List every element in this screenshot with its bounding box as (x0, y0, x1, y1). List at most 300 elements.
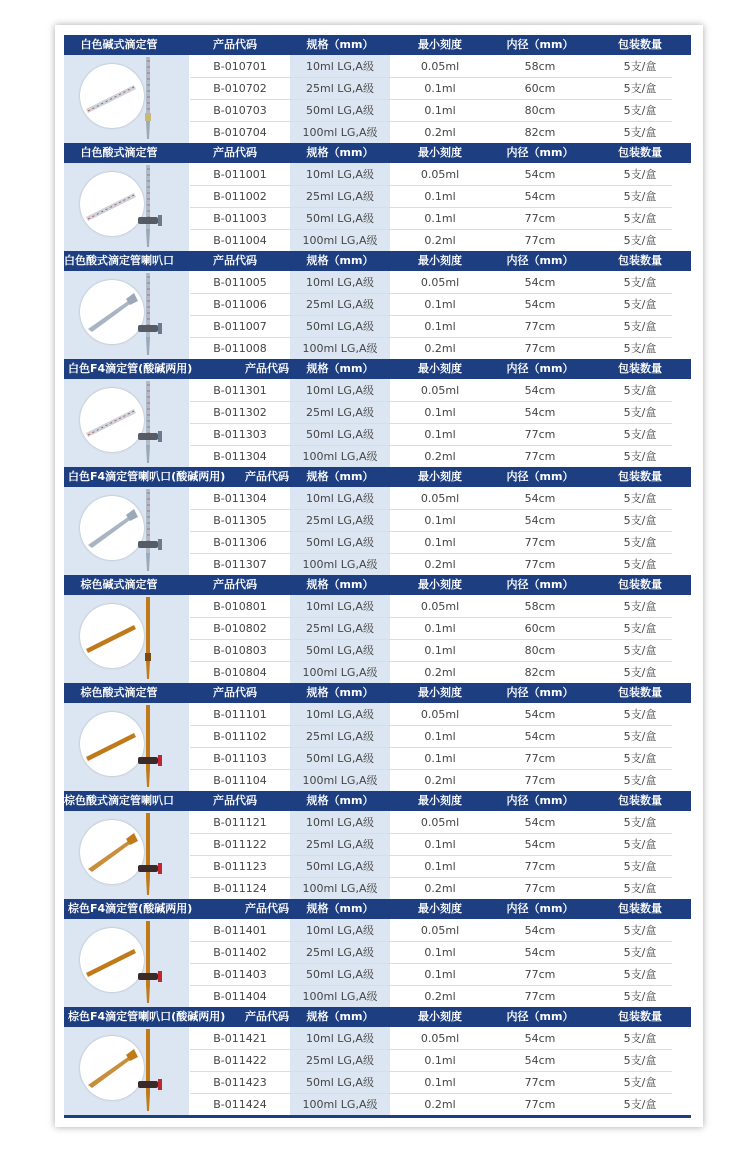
inner-diameter-value: 54cm (524, 1054, 556, 1067)
inner-diameter-value: 77cm (524, 968, 556, 981)
header-spec: 规格（mm） (306, 254, 374, 267)
spec-value: 50ml LG,A级 (306, 212, 374, 225)
inner-diameter-value: 54cm (524, 946, 556, 959)
table-row (190, 122, 672, 144)
header-spec: 规格（mm） (306, 470, 374, 483)
header-min-scale: 最小刻度 (418, 686, 462, 699)
product-section (64, 791, 691, 899)
pack-value: 5支/盒 (623, 708, 657, 721)
inner-diameter-value: 60cm (524, 82, 556, 95)
table-row (190, 402, 672, 424)
inner-diameter-value: 77cm (524, 428, 556, 441)
inner-diameter-value: 58cm (524, 60, 556, 73)
table-row (190, 532, 672, 554)
table-row (190, 812, 672, 834)
header-min-scale: 最小刻度 (418, 794, 462, 807)
product-name: 白色酸式滴定管喇叭口 (64, 254, 174, 267)
stopcock-handle (158, 539, 162, 550)
pack-value: 5支/盒 (623, 450, 657, 463)
pack-value: 5支/盒 (623, 298, 657, 311)
inner-diameter-value: 54cm (524, 924, 556, 937)
min-scale-value: 0.1ml (424, 1054, 456, 1067)
spec-value: 25ml LG,A级 (306, 82, 374, 95)
product-name: 白色F4滴定管(酸碱两用) (68, 362, 193, 375)
product-section (64, 899, 691, 1007)
product-code: B-011122 (213, 838, 267, 851)
min-scale-value: 0.05ml (420, 708, 460, 721)
header-inner-diameter: 内径（mm） (506, 470, 574, 483)
product-code: B-010801 (213, 600, 267, 613)
header-spec: 规格（mm） (306, 902, 374, 915)
header-spec: 规格（mm） (306, 686, 374, 699)
header-pack: 包装数量 (618, 902, 662, 915)
magnified-tube (86, 949, 136, 977)
header-inner-diameter: 内径（mm） (506, 38, 574, 51)
product-code: B-011003 (213, 212, 267, 225)
header-spec: 规格（mm） (306, 578, 374, 591)
pack-value: 5支/盒 (623, 730, 657, 743)
inner-diameter-value: 77cm (524, 774, 556, 787)
table-row (190, 446, 672, 468)
min-scale-value: 0.1ml (424, 514, 456, 527)
pack-value: 5支/盒 (623, 968, 657, 981)
inner-diameter-value: 77cm (524, 342, 556, 355)
stopcock (138, 757, 158, 764)
table-row (190, 380, 672, 402)
inner-diameter-value: 77cm (524, 1098, 556, 1111)
stopcock (138, 973, 158, 980)
burette-illustration (64, 811, 189, 899)
pack-value: 5支/盒 (623, 1076, 657, 1089)
pack-value: 5支/盒 (623, 946, 657, 959)
product-code: B-011404 (213, 990, 267, 1003)
product-code: B-011304 (213, 450, 267, 463)
stopcock-handle (158, 431, 162, 442)
header-pack: 包装数量 (618, 794, 662, 807)
min-scale-value: 0.1ml (424, 212, 456, 225)
min-scale-value: 0.2ml (424, 1098, 456, 1111)
table-row (190, 964, 672, 986)
header-inner-diameter: 内径（mm） (506, 902, 574, 915)
product-section (64, 467, 691, 575)
pack-value: 5支/盒 (623, 1054, 657, 1067)
min-scale-value: 0.1ml (424, 644, 456, 657)
product-image (64, 1027, 189, 1115)
header-min-scale: 最小刻度 (418, 578, 462, 591)
product-code: B-011104 (213, 774, 267, 787)
header-inner-diameter: 内径（mm） (506, 146, 574, 159)
spec-value: 50ml LG,A级 (306, 644, 374, 657)
spec-value: 50ml LG,A级 (306, 860, 374, 873)
product-image (64, 811, 189, 899)
pack-value: 5支/盒 (623, 622, 657, 635)
header-code: 产品代码 (213, 254, 257, 267)
header-spec: 规格（mm） (306, 146, 374, 159)
product-code: B-010802 (213, 622, 267, 635)
magnified-tube (86, 625, 136, 653)
table-row (190, 1050, 672, 1072)
min-scale-value: 0.1ml (424, 946, 456, 959)
min-scale-value: 0.2ml (424, 126, 456, 139)
inner-diameter-value: 77cm (524, 1076, 556, 1089)
stopcock-handle (158, 755, 162, 766)
min-scale-value: 0.1ml (424, 752, 456, 765)
burette-illustration (64, 703, 189, 791)
product-code: B-010703 (213, 104, 267, 117)
inner-diameter-value: 54cm (524, 492, 556, 505)
spec-value: 50ml LG,A级 (306, 536, 374, 549)
pack-value: 5支/盒 (623, 406, 657, 419)
spec-value: 25ml LG,A级 (306, 946, 374, 959)
table-row (190, 748, 672, 770)
product-image (64, 703, 189, 791)
header-spec: 规格（mm） (306, 794, 374, 807)
burette-tube (146, 57, 150, 121)
min-scale-value: 0.2ml (424, 342, 456, 355)
inner-diameter-value: 54cm (524, 730, 556, 743)
table-row (190, 856, 672, 878)
inner-diameter-value: 80cm (524, 104, 556, 117)
min-scale-value: 0.05ml (420, 600, 460, 613)
burette-tip (146, 229, 150, 247)
min-scale-value: 0.1ml (424, 104, 456, 117)
product-code: B-011402 (213, 946, 267, 959)
spec-value: 100ml LG,A级 (302, 882, 378, 895)
inner-diameter-value: 77cm (524, 320, 556, 333)
product-image (64, 163, 189, 251)
pack-value: 5支/盒 (623, 492, 657, 505)
table-row (190, 554, 672, 576)
inner-diameter-value: 54cm (524, 816, 556, 829)
table-row (190, 186, 672, 208)
header-inner-diameter: 内径（mm） (506, 254, 574, 267)
table-row (190, 1072, 672, 1094)
pack-value: 5支/盒 (623, 428, 657, 441)
pack-value: 5支/盒 (623, 60, 657, 73)
pack-value: 5支/盒 (623, 838, 657, 851)
burette-spec-table (64, 35, 691, 1115)
table-row (190, 272, 672, 294)
spec-value: 50ml LG,A级 (306, 428, 374, 441)
pack-value: 5支/盒 (623, 234, 657, 247)
section-header (64, 791, 691, 811)
pack-value: 5支/盒 (623, 1098, 657, 1111)
table-row (190, 726, 672, 748)
header-inner-diameter: 内径（mm） (506, 1010, 574, 1023)
burette-tip (146, 553, 150, 571)
product-code: B-011422 (213, 1054, 267, 1067)
product-code: B-011002 (213, 190, 267, 203)
header-code: 产品代码 (213, 146, 257, 159)
stopcock-handle (158, 971, 162, 982)
spec-value: 10ml LG,A级 (306, 60, 374, 73)
section-header (64, 143, 691, 163)
magnified-tube (86, 733, 136, 761)
header-min-scale: 最小刻度 (418, 146, 462, 159)
header-code: 产品代码 (245, 902, 289, 915)
burette-tip (146, 337, 150, 355)
spec-value: 10ml LG,A级 (306, 276, 374, 289)
burette-tip (146, 877, 150, 895)
inner-diameter-value: 77cm (524, 450, 556, 463)
spec-value: 10ml LG,A级 (306, 924, 374, 937)
inner-diameter-value: 82cm (524, 126, 556, 139)
spec-value: 50ml LG,A级 (306, 320, 374, 333)
magnified-tube (88, 517, 130, 548)
inner-diameter-value: 77cm (524, 558, 556, 571)
table-row (190, 510, 672, 532)
product-code: B-011103 (213, 752, 267, 765)
section-header (64, 467, 691, 487)
pack-value: 5支/盒 (623, 82, 657, 95)
min-scale-value: 0.1ml (424, 320, 456, 333)
product-code: B-010701 (213, 60, 267, 73)
header-min-scale: 最小刻度 (418, 362, 462, 375)
product-code: B-011007 (213, 320, 267, 333)
inner-diameter-value: 54cm (524, 1032, 556, 1045)
header-pack: 包装数量 (618, 146, 662, 159)
min-scale-value: 0.2ml (424, 882, 456, 895)
min-scale-value: 0.1ml (424, 82, 456, 95)
table-row (190, 100, 672, 122)
spec-value: 25ml LG,A级 (306, 514, 374, 527)
product-code: B-010804 (213, 666, 267, 679)
burette-illustration (64, 163, 189, 251)
product-code: B-011005 (213, 276, 267, 289)
min-scale-value: 0.1ml (424, 298, 456, 311)
rubber-tube (145, 113, 151, 121)
product-section (64, 575, 691, 683)
inner-diameter-value: 54cm (524, 190, 556, 203)
pack-value: 5支/盒 (623, 1032, 657, 1045)
inner-diameter-value: 77cm (524, 752, 556, 765)
header-pack: 包装数量 (618, 362, 662, 375)
product-code: B-011307 (213, 558, 267, 571)
spec-value: 50ml LG,A级 (306, 752, 374, 765)
table-row (190, 164, 672, 186)
inner-diameter-value: 54cm (524, 384, 556, 397)
pack-value: 5支/盒 (623, 990, 657, 1003)
pack-value: 5支/盒 (623, 276, 657, 289)
min-scale-value: 0.1ml (424, 838, 456, 851)
burette-tip (146, 661, 150, 679)
product-code: B-011421 (213, 1032, 267, 1045)
table-row (190, 1028, 672, 1050)
section-header (64, 35, 691, 55)
spec-value: 25ml LG,A级 (306, 838, 374, 851)
header-min-scale: 最小刻度 (418, 902, 462, 915)
header-code: 产品代码 (213, 578, 257, 591)
pack-value: 5支/盒 (623, 644, 657, 657)
stopcock (138, 325, 158, 332)
min-scale-value: 0.1ml (424, 428, 456, 441)
table-row (190, 316, 672, 338)
burette-illustration (64, 55, 189, 143)
table-row (190, 1094, 672, 1116)
spec-value: 100ml LG,A级 (302, 234, 378, 247)
inner-diameter-value: 54cm (524, 708, 556, 721)
stopcock (138, 433, 158, 440)
product-code: B-010704 (213, 126, 267, 139)
section-header (64, 683, 691, 703)
spec-value: 25ml LG,A级 (306, 730, 374, 743)
stopcock (138, 1081, 158, 1088)
pack-value: 5支/盒 (623, 666, 657, 679)
table-row (190, 986, 672, 1008)
inner-diameter-value: 54cm (524, 514, 556, 527)
pack-value: 5支/盒 (623, 774, 657, 787)
stopcock (138, 865, 158, 872)
burette-illustration (64, 1027, 189, 1115)
product-section (64, 35, 691, 143)
pack-value: 5支/盒 (623, 860, 657, 873)
section-header (64, 251, 691, 271)
header-code: 产品代码 (245, 362, 289, 375)
header-spec: 规格（mm） (306, 1010, 374, 1023)
stopcock-handle (158, 863, 162, 874)
spec-value: 10ml LG,A级 (306, 708, 374, 721)
spec-value: 50ml LG,A级 (306, 968, 374, 981)
burette-illustration (64, 487, 189, 575)
table-row (190, 662, 672, 684)
inner-diameter-value: 54cm (524, 298, 556, 311)
table-row (190, 338, 672, 360)
inner-diameter-value: 54cm (524, 838, 556, 851)
header-code: 产品代码 (213, 794, 257, 807)
product-code: B-010803 (213, 644, 267, 657)
pack-value: 5支/盒 (623, 514, 657, 527)
product-section (64, 143, 691, 251)
stopcock (138, 217, 158, 224)
magnified-tube (88, 1057, 130, 1088)
spec-value: 50ml LG,A级 (306, 1076, 374, 1089)
header-code: 产品代码 (245, 470, 289, 483)
burette-illustration (64, 379, 189, 467)
header-inner-diameter: 内径（mm） (506, 362, 574, 375)
product-catalog-card (55, 25, 703, 1127)
inner-diameter-value: 77cm (524, 990, 556, 1003)
product-image (64, 55, 189, 143)
product-name: 白色F4滴定管喇叭口(酸碱两用) (68, 470, 226, 483)
header-pack: 包装数量 (618, 38, 662, 51)
header-pack: 包装数量 (618, 686, 662, 699)
header-min-scale: 最小刻度 (418, 470, 462, 483)
inner-diameter-value: 77cm (524, 536, 556, 549)
pack-value: 5支/盒 (623, 342, 657, 355)
header-pack: 包装数量 (618, 470, 662, 483)
burette-tip (146, 121, 150, 139)
spec-value: 10ml LG,A级 (306, 816, 374, 829)
spec-value: 100ml LG,A级 (302, 774, 378, 787)
min-scale-value: 0.1ml (424, 968, 456, 981)
spec-value: 100ml LG,A级 (302, 558, 378, 571)
table-row (190, 488, 672, 510)
product-name: 棕色酸式滴定管 (80, 686, 158, 699)
product-code: B-011301 (213, 384, 267, 397)
spec-value: 100ml LG,A级 (302, 666, 378, 679)
stopcock-handle (158, 323, 162, 334)
spec-value: 25ml LG,A级 (306, 298, 374, 311)
table-row (190, 942, 672, 964)
table-row (190, 618, 672, 640)
product-code: B-010702 (213, 82, 267, 95)
product-code: B-011008 (213, 342, 267, 355)
product-code: B-011302 (213, 406, 267, 419)
header-inner-diameter: 内径（mm） (506, 686, 574, 699)
product-code: B-011403 (213, 968, 267, 981)
min-scale-value: 0.2ml (424, 990, 456, 1003)
product-code: B-011124 (213, 882, 267, 895)
product-code: B-011303 (213, 428, 267, 441)
magnified-tube (88, 841, 130, 872)
table-row (190, 78, 672, 100)
table-row (190, 770, 672, 792)
header-min-scale: 最小刻度 (418, 38, 462, 51)
min-scale-value: 0.2ml (424, 558, 456, 571)
table-row (190, 230, 672, 252)
header-pack: 包装数量 (618, 254, 662, 267)
pack-value: 5支/盒 (623, 190, 657, 203)
burette-tube (146, 597, 150, 661)
table-row (190, 56, 672, 78)
product-section (64, 251, 691, 359)
spec-value: 25ml LG,A级 (306, 190, 374, 203)
inner-diameter-value: 77cm (524, 860, 556, 873)
product-image (64, 271, 189, 359)
table-row (190, 424, 672, 446)
spec-value: 100ml LG,A级 (302, 450, 378, 463)
rubber-tube (145, 653, 151, 661)
spec-value: 25ml LG,A级 (306, 406, 374, 419)
inner-diameter-value: 58cm (524, 600, 556, 613)
section-header (64, 359, 691, 379)
product-name: 白色碱式滴定管 (80, 38, 158, 51)
product-image (64, 487, 189, 575)
header-min-scale: 最小刻度 (418, 254, 462, 267)
pack-value: 5支/盒 (623, 752, 657, 765)
stopcock-handle (158, 215, 162, 226)
min-scale-value: 0.1ml (424, 860, 456, 873)
pack-value: 5支/盒 (623, 558, 657, 571)
product-section (64, 1007, 691, 1115)
section-header (64, 1007, 691, 1027)
inner-diameter-value: 54cm (524, 168, 556, 181)
min-scale-value: 0.1ml (424, 1076, 456, 1089)
table-row (190, 704, 672, 726)
product-name: 棕色F4滴定管喇叭口(酸碱两用) (68, 1010, 226, 1023)
spec-value: 10ml LG,A级 (306, 384, 374, 397)
min-scale-value: 0.1ml (424, 536, 456, 549)
min-scale-value: 0.05ml (420, 816, 460, 829)
burette-illustration (64, 271, 189, 359)
table-row (190, 294, 672, 316)
inner-diameter-value: 54cm (524, 276, 556, 289)
spec-value: 10ml LG,A级 (306, 1032, 374, 1045)
burette-tip (146, 985, 150, 1003)
min-scale-value: 0.1ml (424, 190, 456, 203)
spec-value: 100ml LG,A级 (302, 126, 378, 139)
table-row (190, 920, 672, 942)
header-pack: 包装数量 (618, 1010, 662, 1023)
product-code: B-011121 (213, 816, 267, 829)
min-scale-value: 0.2ml (424, 774, 456, 787)
product-name: 棕色F4滴定管(酸碱两用) (68, 902, 193, 915)
header-code: 产品代码 (213, 38, 257, 51)
product-code: B-011101 (213, 708, 267, 721)
magnified-tube (88, 301, 130, 332)
min-scale-value: 0.2ml (424, 234, 456, 247)
product-code: B-011304 (213, 492, 267, 505)
